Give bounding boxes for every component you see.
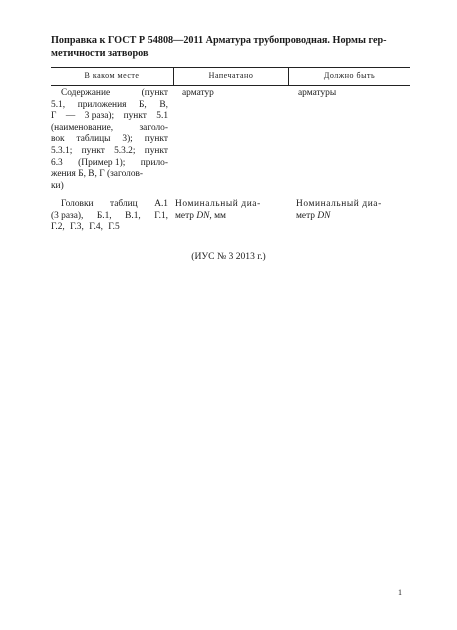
text-fragment: пункт [144, 145, 168, 156]
text-fragment: пункт [144, 134, 168, 145]
text-fragment: прило- [140, 157, 168, 168]
text-fragment: 5.1, [51, 99, 66, 110]
text-fragment: Г [51, 111, 57, 122]
row1-printed [182, 88, 294, 100]
row1-should-be-text: арматуры [298, 88, 337, 98]
row2-place-line [51, 199, 168, 211]
row1-place-line: ки) [51, 180, 64, 191]
text-fragment: В, [159, 99, 168, 110]
text-fragment: приложения [77, 99, 127, 110]
header-should-be: Должно быть [323, 71, 376, 80]
row2-place-line [51, 211, 168, 223]
row2-printed-line-1: Номинальный диа- [175, 199, 261, 209]
row2-should-be [296, 199, 411, 222]
text-fragment: Г.1, [154, 210, 168, 221]
row2-place [51, 199, 168, 234]
text-fragment: пункт [123, 111, 147, 122]
dn-symbol: DN [317, 210, 331, 221]
text-fragment: А.1 [154, 199, 168, 209]
text-fragment: (3 раза), [51, 210, 84, 221]
text-fragment: В.1, [125, 210, 141, 221]
document-title [51, 34, 413, 60]
dn-symbol: DN [196, 210, 210, 221]
row1-place-line [51, 123, 168, 135]
row1-place-line [51, 111, 168, 123]
text-fragment: 3); [122, 134, 133, 145]
text-fragment: — [65, 111, 76, 122]
table-header [51, 67, 410, 86]
header-printed: Напечатано [208, 71, 254, 80]
text-fragment: 6.3 [51, 157, 63, 168]
title-line-1: Поправка к ГОСТ Р 54808—2011 Арматура трубопроводная. Нормы гер- [51, 35, 387, 46]
text-fragment: заголо- [139, 122, 168, 133]
text-fragment: (Пример 1); [78, 157, 126, 168]
text-fragment: Б.1, [96, 210, 112, 221]
text-fragment: (пункт [141, 88, 168, 98]
page-number: 1 [398, 588, 402, 597]
text-fragment: вок [51, 134, 65, 145]
text-fragment: Г.5 [108, 222, 120, 233]
text-fragment: таблиц [110, 199, 138, 209]
text-fragment: 5.1 [156, 111, 168, 122]
row2-should-be-line-1: Номинальный диа- [296, 199, 382, 209]
row1-place [51, 88, 168, 192]
row1-place-line [51, 158, 168, 170]
row1-should-be [298, 88, 410, 100]
text-fragment: таблицы [76, 134, 111, 145]
text-fragment: метр [296, 210, 318, 221]
text-fragment: 3 раза); [84, 111, 115, 122]
title-line-2: метичности затворов [51, 48, 149, 59]
text-fragment: пункт [81, 145, 105, 156]
text-fragment: , мм [209, 210, 226, 221]
row1-place-line [51, 146, 168, 158]
row2-printed [175, 199, 290, 222]
row1-place-line [51, 88, 168, 100]
row1-printed-text: арматур [182, 88, 214, 98]
text-fragment: Г.4, [89, 222, 103, 233]
row2-should-be-line-2 [296, 211, 411, 223]
row1-place-line [51, 134, 168, 146]
row2-place-line [51, 222, 168, 234]
text-fragment: (наименование, [51, 122, 114, 133]
text-fragment: Содержание [61, 88, 111, 98]
text-fragment: метр [175, 210, 197, 221]
source-note: (ИУС № 3 2013 г.) [191, 251, 266, 262]
row1-place-line [51, 100, 168, 112]
row1-place-line: жения Б, В, Г (заголов- [51, 169, 144, 180]
text-fragment: Г.3, [70, 222, 84, 233]
text-fragment: Г.2, [51, 222, 65, 233]
row2-printed-line-2 [175, 211, 290, 223]
text-fragment: 5.3.2; [114, 145, 136, 156]
text-fragment: Головки [61, 199, 94, 209]
text-fragment: 5.3.1; [51, 145, 73, 156]
header-place: В каком месте [84, 71, 140, 80]
text-fragment: Б, [139, 99, 147, 110]
